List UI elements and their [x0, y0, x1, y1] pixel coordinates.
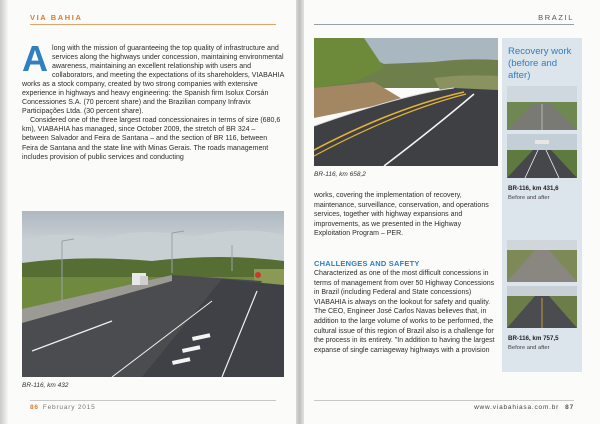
- right-page: [302, 0, 600, 424]
- section-subheading: CHALLENGES AND SAFETY: [314, 259, 420, 268]
- section-header: VIA BAHIA: [30, 13, 83, 22]
- after-image-km757: [507, 286, 577, 328]
- intro-text: long with the mission of guaranteeing the top quality of infrastructure and services along the highways under concession, maintaining environmental awareness, maintaining an excellent relationship with users and collaborators, and meeting the expectations of its shareholders, VIABAHIA works as a stock company, created by two strong companies with extensive experience in highways and heavy engineering: the Spanish firm Isolux Corsán Concessiones S.A. (70 percent share) and the Brazilian company Infravix Participações Ltda. (30 percent share).: [22, 45, 284, 116]
- sidebar-title: Recovery work (before and after): [508, 46, 572, 81]
- highway-photo-km432: [22, 211, 284, 377]
- website-url: www.viabahiasa.com.br: [474, 404, 560, 411]
- page-number-right: 87: [565, 404, 574, 411]
- before-image-km757: [507, 240, 577, 282]
- drop-cap: A: [22, 38, 48, 79]
- article-body-right: works, covering the implementation of recovery, maintenance, surveillance, conservation, and operations services, together with highway expansions and improvements, as we presented in the Highway Exploitation Program – PER.: [314, 192, 489, 238]
- challenges-paragraph: Characterized as one of the most difficult concessions in terms of management from over 50 Highway Concessions in Brazil (including Federal and State concessions) VIABAHIA is always on the lookout for safety and quality. The CEO, Engineer José Carlos Navas believes that, in addition to the large volume of works to be performed, the cultural issue of this region of Brazil also is a challenge for the process in its entirety. "In addition to having the largest expanse of single carriageway highways with a provision: [314, 270, 495, 354]
- intro-paragraph: [22, 38, 284, 116]
- body-paragraph: Considered one of the three largest road concessionaires in terms of size (680,6 km), VIABAHIA has managed, since October 2009, the stretch of BR 324 – between Salvador and Feira de Santana – and the section of BR 116, between Feira de Santana and the state line with Minas Gerais. The roads management includes provision of public services and conducting: [22, 117, 281, 161]
- page-gutter: [296, 0, 304, 424]
- photo-caption-right: BR-116, km 658,2: [314, 171, 366, 178]
- footer-rule: [30, 400, 276, 401]
- before-image-km431: [507, 86, 577, 130]
- sidebar-subcaption-1: Before and after: [508, 195, 550, 201]
- header-rule: [30, 24, 276, 25]
- sidebar-caption-1: BR-116, km 431,6: [508, 185, 559, 192]
- page-number-left: 86: [30, 404, 39, 411]
- left-page: [0, 0, 298, 424]
- highway-photo-km658: [314, 38, 498, 166]
- after-image-km431: [507, 134, 577, 178]
- recovery-work-sidebar: [502, 38, 582, 372]
- country-header: BRAZIL: [538, 13, 574, 22]
- article-body-left: [22, 38, 284, 162]
- sidebar-caption-2: BR-116, km 757,5: [508, 335, 559, 342]
- photo-caption-left: BR-116, km 432: [22, 382, 69, 389]
- footer-rule: [314, 400, 574, 401]
- issue-date: February 2015: [42, 404, 96, 411]
- footer-right: [474, 404, 574, 411]
- footer-left: [30, 404, 96, 411]
- sidebar-subcaption-2: Before and after: [508, 345, 550, 351]
- header-rule: [314, 24, 574, 25]
